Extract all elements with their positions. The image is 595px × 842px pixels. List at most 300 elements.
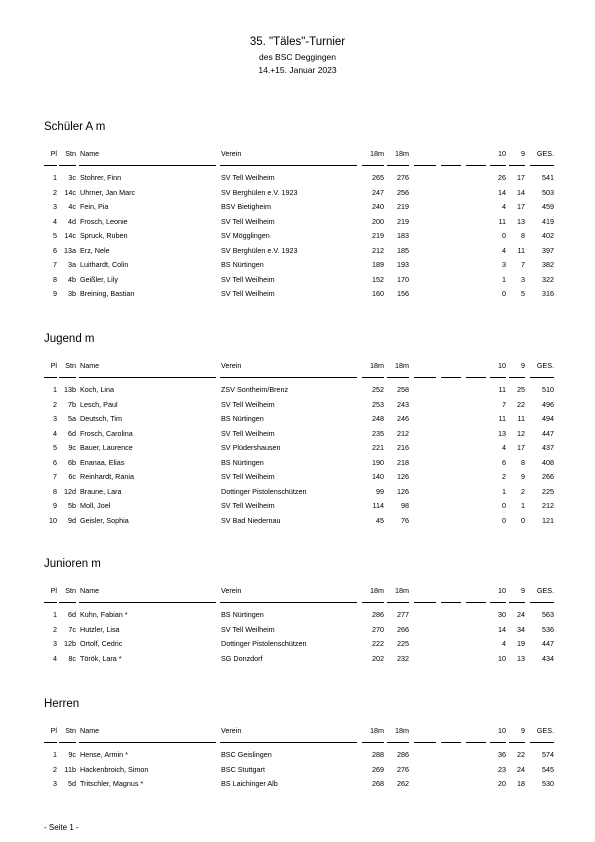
cell-m2: 126: [397, 486, 409, 496]
cell-name: Török, Lara *: [80, 653, 122, 663]
table-row: [0, 275, 595, 290]
cell-pl: 3: [53, 779, 57, 788]
table-row: [0, 429, 595, 444]
cell-m2: 193: [397, 260, 409, 269]
cell-name: Stohrer, Finn: [80, 173, 122, 182]
header-underline: [466, 165, 486, 166]
cell-stn: 8c: [68, 653, 76, 663]
header-underline: [466, 377, 486, 378]
cell-verein: SV Berghülen e.V. 1923: [221, 245, 298, 255]
cell-t10: 0: [502, 289, 506, 298]
column-header-stn: Stn: [65, 149, 76, 158]
cell-name: Hackenbroich, Simon: [80, 764, 149, 774]
cell-m1: 270: [372, 624, 384, 634]
cell-name: Braune, Lara: [80, 486, 122, 496]
cell-m2: 216: [397, 443, 409, 452]
cell-pl: 5: [53, 443, 57, 452]
section-title: Jugend m: [44, 333, 95, 345]
cell-t10: 0: [502, 515, 506, 525]
cell-pl: 6: [53, 245, 57, 255]
header-underline: [362, 602, 384, 603]
header-underline: [530, 742, 554, 743]
cell-t9: 7: [521, 260, 525, 269]
header-underline: [387, 165, 409, 166]
cell-verein: SV Tell Weilheim: [221, 428, 275, 438]
cell-t10: 0: [502, 231, 506, 240]
header-underline: [441, 602, 461, 603]
cell-stn: 6c: [68, 472, 76, 481]
cell-pl: 4: [53, 216, 57, 226]
cell-t9: 13: [517, 216, 525, 226]
cell-stn: 7b: [68, 399, 76, 409]
cell-ges: 382: [542, 260, 554, 269]
cell-m1: 286: [372, 610, 384, 619]
header-underline: [490, 602, 506, 603]
cell-t10: 36: [498, 750, 506, 759]
header-underline: [441, 165, 461, 166]
column-header-stn: Stn: [65, 586, 76, 595]
header-underline: [414, 602, 436, 603]
table-row: [0, 260, 595, 275]
cell-t10: 13: [498, 428, 506, 438]
cell-pl: 3: [53, 202, 57, 211]
table-row: [0, 414, 595, 429]
header-underline: [79, 165, 216, 166]
cell-t10: 14: [498, 624, 506, 634]
column-header-t10: 10: [498, 586, 506, 595]
cell-m1: 189: [372, 260, 384, 269]
cell-name: Moll, Joel: [80, 501, 111, 510]
column-header-ges: GES.: [536, 149, 554, 158]
table-row: [0, 385, 595, 400]
cell-t9: 8: [521, 457, 525, 467]
cell-ges: 316: [542, 289, 554, 298]
cell-t10: 6: [502, 457, 506, 467]
cell-ges: 563: [542, 610, 554, 619]
cell-t9: 18: [517, 779, 525, 788]
column-header-ges: GES.: [536, 586, 554, 595]
cell-name: Breining, Bastian: [80, 289, 135, 298]
cell-stn: 5d: [68, 779, 76, 788]
cell-ges: 402: [542, 231, 554, 240]
cell-m1: 288: [372, 750, 384, 759]
cell-verein: SG Donzdorf: [221, 653, 263, 663]
cell-t10: 2: [502, 472, 506, 481]
header-underline: [509, 165, 525, 166]
header-underline: [509, 602, 525, 603]
cell-name: Erz, Nele: [80, 245, 110, 255]
cell-m2: 243: [397, 399, 409, 409]
cell-name: Uhrner, Jan Marc: [80, 187, 136, 197]
cell-stn: 5b: [68, 501, 76, 510]
cell-t10: 11: [498, 385, 506, 394]
cell-stn: 12b: [64, 639, 76, 648]
header-underline: [362, 377, 384, 378]
cell-name: Koch, Lina: [80, 385, 114, 394]
cell-stn: 9d: [68, 515, 76, 525]
header-underline: [59, 165, 76, 166]
page-number: - Seite 1 -: [44, 823, 79, 832]
cell-ges: 447: [542, 639, 554, 648]
cell-pl: 2: [53, 624, 57, 634]
cell-stn: 13b: [64, 385, 76, 394]
cell-pl: 3: [53, 414, 57, 423]
cell-name: Deutsch, Tim: [80, 414, 122, 423]
cell-verein: SV Tell Weilheim: [221, 472, 275, 481]
cell-m2: 256: [397, 187, 409, 197]
cell-pl: 1: [53, 173, 57, 182]
cell-pl: 3: [53, 639, 57, 648]
cell-m1: 222: [372, 639, 384, 648]
header-underline: [362, 742, 384, 743]
cell-t9: 1: [521, 501, 525, 510]
cell-name: Hutzler, Lisa: [80, 624, 120, 634]
cell-t10: 30: [498, 610, 506, 619]
column-header-name: Name: [80, 586, 100, 595]
header-underline: [44, 165, 57, 166]
cell-verein: BS Nürtingen: [221, 457, 264, 467]
column-header-pl: Pl: [50, 586, 57, 595]
cell-name: Reinhardt, Rania: [80, 472, 134, 481]
cell-verein: BS Nürtingen: [221, 610, 264, 619]
header-underline: [59, 602, 76, 603]
cell-m2: 76: [401, 515, 409, 525]
cell-verein: BS Laichinger Alb: [221, 779, 278, 788]
cell-m1: 140: [372, 472, 384, 481]
cell-t9: 14: [517, 187, 525, 197]
cell-pl: 2: [53, 399, 57, 409]
cell-verein: SV Tell Weilheim: [221, 624, 275, 634]
column-header-stn: Stn: [65, 726, 76, 735]
header-underline: [44, 377, 57, 378]
cell-pl: 1: [53, 750, 57, 759]
cell-m1: 252: [372, 385, 384, 394]
header-underline: [414, 377, 436, 378]
cell-m1: 248: [372, 414, 384, 423]
cell-ges: 574: [542, 750, 554, 759]
cell-t9: 25: [517, 385, 525, 394]
header-underline: [509, 742, 525, 743]
cell-verein: BS Nürtingen: [221, 260, 264, 269]
cell-t10: 4: [502, 245, 506, 255]
header-underline: [362, 165, 384, 166]
cell-m1: 247: [372, 187, 384, 197]
cell-m2: 286: [397, 750, 409, 759]
cell-t10: 11: [498, 414, 506, 423]
column-header-verein: Verein: [221, 586, 242, 595]
cell-m2: 126: [397, 472, 409, 481]
cell-t9: 24: [517, 764, 525, 774]
cell-m1: 190: [372, 457, 384, 467]
table-row: [0, 654, 595, 669]
column-header-stn: Stn: [65, 361, 76, 370]
cell-pl: 9: [53, 501, 57, 510]
column-header-m2: 18m: [395, 726, 409, 735]
cell-m2: 98: [401, 501, 409, 510]
cell-t9: 12: [517, 428, 525, 438]
table-row: [0, 458, 595, 473]
cell-t9: 9: [521, 472, 525, 481]
cell-m1: 240: [372, 202, 384, 211]
cell-name: Hense, Armin *: [80, 750, 128, 759]
cell-ges: 266: [542, 472, 554, 481]
cell-t9: 2: [521, 486, 525, 496]
results-table: [0, 750, 595, 794]
cell-m2: 170: [397, 274, 409, 284]
cell-m1: 45: [376, 515, 384, 525]
header-underline: [490, 165, 506, 166]
cell-t9: 17: [517, 202, 525, 211]
header-underline: [466, 742, 486, 743]
header-underline: [414, 165, 436, 166]
cell-m2: 218: [397, 457, 409, 467]
cell-ges: 494: [542, 414, 554, 423]
cell-m1: 160: [372, 289, 384, 298]
cell-stn: 5a: [68, 414, 76, 423]
cell-pl: 1: [53, 385, 57, 394]
header-underline: [220, 602, 357, 603]
column-header-name: Name: [80, 361, 100, 370]
cell-t10: 10: [498, 653, 506, 663]
cell-m2: 185: [397, 245, 409, 255]
header-underline: [220, 377, 357, 378]
cell-m2: 246: [397, 414, 409, 423]
cell-name: Tritschler, Magnus *: [80, 779, 144, 788]
cell-m2: 276: [397, 173, 409, 182]
cell-t9: 17: [517, 173, 525, 182]
cell-m2: 232: [397, 653, 409, 663]
cell-name: Enanaa, Elias: [80, 457, 125, 467]
table-row: [0, 516, 595, 531]
header-underline: [79, 742, 216, 743]
page-subtitle: des BSC Deggingen: [258, 52, 337, 62]
column-header-name: Name: [80, 149, 100, 158]
section-title: Herren: [44, 698, 80, 710]
cell-t9: 24: [517, 610, 525, 619]
column-header-t10: 10: [498, 149, 506, 158]
cell-t9: 11: [517, 245, 525, 255]
table-row: [0, 443, 595, 458]
cell-m1: 99: [376, 486, 384, 496]
cell-stn: 14c: [64, 231, 76, 240]
section-title: Junioren m: [44, 558, 101, 570]
table-row: [0, 400, 595, 415]
header-underline: [59, 377, 76, 378]
cell-t9: 11: [517, 414, 525, 423]
cell-verein: SV Tell Weilheim: [221, 289, 275, 298]
column-header-m2: 18m: [395, 586, 409, 595]
column-header-t9: 9: [521, 361, 525, 370]
cell-t10: 4: [502, 639, 506, 648]
header-underline: [441, 377, 461, 378]
table-row: [0, 202, 595, 217]
table-row: [0, 217, 595, 232]
cell-t9: 3: [521, 274, 525, 284]
cell-ges: 530: [542, 779, 554, 788]
column-header-ges: GES.: [536, 726, 554, 735]
cell-stn: 6d: [68, 610, 76, 619]
cell-ges: 225: [542, 486, 554, 496]
cell-ges: 503: [542, 187, 554, 197]
cell-verein: BSV Bietigheim: [221, 202, 271, 211]
cell-name: Kuhn, Fabian *: [80, 610, 128, 619]
cell-stn: 4c: [68, 202, 76, 211]
cell-name: Ortolf, Cedric: [80, 639, 123, 648]
cell-t10: 1: [502, 274, 506, 284]
cell-m1: 152: [372, 274, 384, 284]
table-row: [0, 472, 595, 487]
cell-t10: 11: [498, 216, 506, 226]
cell-m1: 212: [372, 245, 384, 255]
cell-m1: 200: [372, 216, 384, 226]
cell-ges: 397: [542, 245, 554, 255]
column-header-t9: 9: [521, 149, 525, 158]
cell-verein: SV Plüdershausen: [221, 443, 281, 452]
cell-verein: SV Bad Niedernau: [221, 515, 281, 525]
column-header-row: [0, 149, 595, 161]
column-header-verein: Verein: [221, 149, 242, 158]
cell-m2: 156: [397, 289, 409, 298]
cell-verein: BSC Stuttgart: [221, 764, 265, 774]
header-underline: [79, 602, 216, 603]
cell-name: Geisler, Sophia: [80, 515, 129, 525]
table-row: [0, 487, 595, 502]
table-row: [0, 188, 595, 203]
cell-t9: 8: [521, 231, 525, 240]
cell-m2: 262: [397, 779, 409, 788]
cell-verein: SV Berghülen e.V. 1923: [221, 187, 298, 197]
column-header-pl: Pl: [50, 149, 57, 158]
cell-stn: 12d: [64, 486, 76, 496]
cell-t10: 14: [498, 187, 506, 197]
results-table: [0, 173, 595, 304]
header-underline: [59, 742, 76, 743]
cell-pl: 4: [53, 428, 57, 438]
table-row: [0, 246, 595, 261]
cell-m2: 266: [397, 624, 409, 634]
cell-t10: 20: [498, 779, 506, 788]
cell-name: Bauer, Laurence: [80, 443, 133, 452]
column-header-verein: Verein: [221, 726, 242, 735]
cell-verein: SV Tell Weilheim: [221, 274, 275, 284]
cell-m1: 235: [372, 428, 384, 438]
cell-ges: 434: [542, 653, 554, 663]
cell-m2: 219: [397, 216, 409, 226]
cell-ges: 510: [542, 385, 554, 394]
header-underline: [387, 742, 409, 743]
cell-m2: 212: [397, 428, 409, 438]
cell-t10: 4: [502, 443, 506, 452]
cell-ges: 322: [542, 274, 554, 284]
cell-pl: 10: [49, 515, 57, 525]
cell-name: Fein, Pia: [80, 202, 109, 211]
column-header-row: [0, 361, 595, 373]
cell-t10: 26: [498, 173, 506, 182]
column-header-name: Name: [80, 726, 100, 735]
cell-verein: SV Mögglingen: [221, 231, 270, 240]
table-row: [0, 779, 595, 794]
cell-stn: 13a: [64, 245, 76, 255]
cell-pl: 9: [53, 289, 57, 298]
cell-stn: 7c: [68, 624, 76, 634]
table-row: [0, 750, 595, 765]
cell-m1: 268: [372, 779, 384, 788]
cell-ges: 536: [542, 624, 554, 634]
cell-name: Frosch, Leonie: [80, 216, 128, 226]
header-underline: [530, 602, 554, 603]
column-header-m2: 18m: [395, 149, 409, 158]
cell-ges: 212: [542, 501, 554, 510]
header-underline: [387, 602, 409, 603]
cell-ges: 545: [542, 764, 554, 774]
cell-pl: 5: [53, 231, 57, 240]
cell-m1: 219: [372, 231, 384, 240]
cell-t10: 0: [502, 501, 506, 510]
cell-name: Geißler, Lily: [80, 274, 118, 284]
table-row: [0, 610, 595, 625]
cell-verein: BS Nürtingen: [221, 414, 264, 423]
header-underline: [441, 742, 461, 743]
cell-m1: 221: [372, 443, 384, 452]
cell-name: Frosch, Carolina: [80, 428, 133, 438]
section-title: Schüler A m: [44, 121, 106, 133]
table-row: [0, 765, 595, 780]
cell-m2: 276: [397, 764, 409, 774]
cell-m1: 114: [372, 501, 384, 510]
cell-name: Spruck, Ruben: [80, 231, 128, 240]
column-header-ges: GES.: [536, 361, 554, 370]
cell-t9: 22: [517, 750, 525, 759]
cell-stn: 9c: [68, 443, 76, 452]
cell-pl: 4: [53, 653, 57, 663]
cell-verein: SV Tell Weilheim: [221, 173, 275, 182]
header-underline: [220, 742, 357, 743]
cell-stn: 3b: [68, 289, 76, 298]
cell-ges: 419: [542, 216, 554, 226]
cell-t9: 22: [517, 399, 525, 409]
cell-stn: 11b: [64, 764, 76, 774]
header-underline: [414, 742, 436, 743]
header-underline: [387, 377, 409, 378]
page-title: 35. "Täles"-Turnier: [249, 36, 346, 48]
cell-stn: 3a: [68, 260, 76, 269]
cell-t9: 17: [517, 443, 525, 452]
table-row: [0, 625, 595, 640]
results-table: [0, 385, 595, 530]
cell-t10: 1: [502, 486, 506, 496]
cell-m2: 183: [397, 231, 409, 240]
header-underline: [530, 377, 554, 378]
header-underline: [466, 602, 486, 603]
cell-m1: 265: [372, 173, 384, 182]
cell-ges: 541: [542, 173, 554, 182]
cell-m2: 219: [397, 202, 409, 211]
cell-ges: 459: [542, 202, 554, 211]
column-header-m1: 18m: [370, 726, 384, 735]
cell-pl: 7: [53, 472, 57, 481]
cell-verein: Dottinger Pistolenschützen: [221, 639, 307, 648]
cell-stn: 14c: [64, 187, 76, 197]
cell-verein: SV Tell Weilheim: [221, 216, 275, 226]
cell-pl: 8: [53, 274, 57, 284]
cell-pl: 8: [53, 486, 57, 496]
column-header-m1: 18m: [370, 586, 384, 595]
table-row: [0, 289, 595, 304]
column-header-m1: 18m: [370, 361, 384, 370]
cell-t10: 4: [502, 202, 506, 211]
cell-stn: 4b: [68, 274, 76, 284]
cell-stn: 3c: [68, 173, 76, 182]
